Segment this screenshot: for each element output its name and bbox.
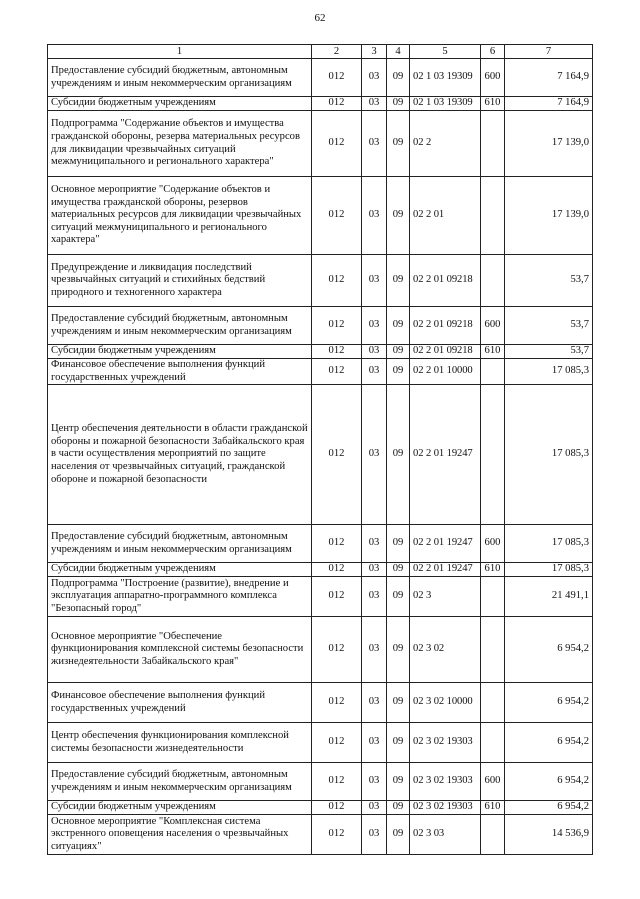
row-name: Предоставление субсидий бюджетным, автономным учреждениям и иным некоммерческим организациям <box>48 307 312 345</box>
row-expense-type: 600 <box>481 763 505 801</box>
row-article: 02 2 01 19247 <box>410 525 481 563</box>
row-name: Центр обеспечения деятельности в области гражданской обороны и пожарной безопасности Забайкальского края в части осуществления мероприятий по защите населения от чрезвычайных ситуаций, гражданской обороне и пожарной безопасности <box>48 385 312 525</box>
row-section: 03 <box>362 345 387 359</box>
row-article: 02 2 01 09218 <box>410 307 481 345</box>
row-expense-type <box>481 111 505 177</box>
row-code: 012 <box>312 563 362 577</box>
row-expense-type: 610 <box>481 97 505 111</box>
row-article: 02 3 02 10000 <box>410 683 481 723</box>
table-row <box>48 723 593 763</box>
row-subsection: 09 <box>387 801 410 815</box>
row-code: 012 <box>312 525 362 563</box>
table-row <box>48 307 593 345</box>
row-name: Субсидии бюджетным учреждениям <box>48 801 312 815</box>
row-subsection: 09 <box>387 97 410 111</box>
table-row <box>48 255 593 307</box>
row-sum: 17 139,0 <box>505 177 593 255</box>
row-expense-type: 610 <box>481 345 505 359</box>
row-name: Предоставление субсидий бюджетным, автономным учреждениям и иным некоммерческим организациям <box>48 525 312 563</box>
row-section: 03 <box>362 177 387 255</box>
row-code: 012 <box>312 359 362 385</box>
table-row <box>48 563 593 577</box>
row-article: 02 2 01 09218 <box>410 345 481 359</box>
row-code: 012 <box>312 307 362 345</box>
row-expense-type: 610 <box>481 801 505 815</box>
table-row <box>48 577 593 617</box>
row-article: 02 1 03 19309 <box>410 59 481 97</box>
row-subsection: 09 <box>387 111 410 177</box>
row-subsection: 09 <box>387 255 410 307</box>
row-expense-type <box>481 815 505 855</box>
row-expense-type: 600 <box>481 307 505 345</box>
row-expense-type: 610 <box>481 563 505 577</box>
row-section: 03 <box>362 723 387 763</box>
row-sum: 17 085,3 <box>505 563 593 577</box>
row-article: 02 3 <box>410 577 481 617</box>
row-code: 012 <box>312 345 362 359</box>
row-article: 02 3 02 19303 <box>410 801 481 815</box>
row-article: 02 2 01 09218 <box>410 255 481 307</box>
row-section: 03 <box>362 255 387 307</box>
header-cell: 7 <box>505 45 593 59</box>
row-article: 02 2 01 19247 <box>410 563 481 577</box>
row-section: 03 <box>362 111 387 177</box>
header-cell: 6 <box>481 45 505 59</box>
row-section: 03 <box>362 801 387 815</box>
row-article: 02 3 02 19303 <box>410 763 481 801</box>
table-row <box>48 801 593 815</box>
row-section: 03 <box>362 359 387 385</box>
row-section: 03 <box>362 525 387 563</box>
header-cell: 3 <box>362 45 387 59</box>
row-name: Подпрограмма "Построение (развитие), внедрение и эксплуатация аппаратно-программного комплекса "Безопасный город" <box>48 577 312 617</box>
row-code: 012 <box>312 617 362 683</box>
row-article: 02 1 03 19309 <box>410 97 481 111</box>
row-code: 012 <box>312 683 362 723</box>
row-name: Субсидии бюджетным учреждениям <box>48 563 312 577</box>
row-sum: 6 954,2 <box>505 617 593 683</box>
row-sum: 17 085,3 <box>505 359 593 385</box>
row-section: 03 <box>362 763 387 801</box>
budget-table-body <box>48 45 593 855</box>
row-sum: 53,7 <box>505 255 593 307</box>
row-sum: 17 085,3 <box>505 525 593 563</box>
row-section: 03 <box>362 59 387 97</box>
row-article: 02 3 02 <box>410 617 481 683</box>
table-row <box>48 617 593 683</box>
page-number: 62 <box>314 12 326 24</box>
row-expense-type <box>481 359 505 385</box>
row-subsection: 09 <box>387 577 410 617</box>
row-name: Предоставление субсидий бюджетным, автономным учреждениям и иным некоммерческим организациям <box>48 59 312 97</box>
row-code: 012 <box>312 801 362 815</box>
row-subsection: 09 <box>387 683 410 723</box>
row-expense-type <box>481 177 505 255</box>
row-section: 03 <box>362 97 387 111</box>
row-subsection: 09 <box>387 177 410 255</box>
row-sum: 17 085,3 <box>505 385 593 525</box>
table-row <box>48 815 593 855</box>
row-code: 012 <box>312 255 362 307</box>
row-code: 012 <box>312 59 362 97</box>
row-subsection: 09 <box>387 563 410 577</box>
row-article: 02 2 01 10000 <box>410 359 481 385</box>
row-subsection: 09 <box>387 723 410 763</box>
row-subsection: 09 <box>387 307 410 345</box>
row-section: 03 <box>362 307 387 345</box>
table-row <box>48 763 593 801</box>
row-expense-type <box>481 683 505 723</box>
row-section: 03 <box>362 563 387 577</box>
row-subsection: 09 <box>387 385 410 525</box>
table-row <box>48 97 593 111</box>
row-subsection: 09 <box>387 763 410 801</box>
row-name: Центр обеспечения функционирования комплексной системы безопасности жизнедеятельности <box>48 723 312 763</box>
row-article: 02 2 01 <box>410 177 481 255</box>
row-code: 012 <box>312 177 362 255</box>
row-sum: 7 164,9 <box>505 59 593 97</box>
row-name: Предупреждение и ликвидация последствий чрезвычайных ситуаций и стихийных бедствий природного и техногенного характера <box>48 255 312 307</box>
row-sum: 6 954,2 <box>505 683 593 723</box>
row-sum: 7 164,9 <box>505 97 593 111</box>
row-name: Основное мероприятие "Обеспечение функционирования комплексной системы безопасности жизнедеятельности Забайкальского края" <box>48 617 312 683</box>
row-expense-type <box>481 617 505 683</box>
row-name: Субсидии бюджетным учреждениям <box>48 345 312 359</box>
row-name: Предоставление субсидий бюджетным, автономным учреждениям и иным некоммерческим организациям <box>48 763 312 801</box>
table-header-row <box>48 45 593 59</box>
header-cell: 4 <box>387 45 410 59</box>
table-row <box>48 345 593 359</box>
row-name: Финансовое обеспечение выполнения функций государственных учреждений <box>48 683 312 723</box>
row-subsection: 09 <box>387 525 410 563</box>
row-sum: 6 954,2 <box>505 723 593 763</box>
budget-table <box>47 44 593 855</box>
table-row <box>48 359 593 385</box>
row-name: Основное мероприятие "Содержание объектов и имущества гражданской обороны, резервов материальных ресурсов для ликвидации чрезвычайных ситуаций межмуниципального и регионального характера" <box>48 177 312 255</box>
row-name: Субсидии бюджетным учреждениям <box>48 97 312 111</box>
table-row <box>48 59 593 97</box>
row-expense-type <box>481 255 505 307</box>
row-sum: 14 536,9 <box>505 815 593 855</box>
table-row <box>48 111 593 177</box>
table-row <box>48 177 593 255</box>
row-expense-type: 600 <box>481 525 505 563</box>
header-cell: 1 <box>48 45 312 59</box>
row-sum: 21 491,1 <box>505 577 593 617</box>
row-article: 02 3 02 19303 <box>410 723 481 763</box>
row-section: 03 <box>362 385 387 525</box>
row-sum: 53,7 <box>505 307 593 345</box>
table-row <box>48 683 593 723</box>
row-section: 03 <box>362 815 387 855</box>
row-name: Подпрограмма "Содержание объектов и имущества гражданской обороны, резерва материальных ресурсов для ликвидации чрезвычайных ситуаций межмуниципального и регионального характера" <box>48 111 312 177</box>
row-subsection: 09 <box>387 617 410 683</box>
row-subsection: 09 <box>387 345 410 359</box>
row-expense-type <box>481 723 505 763</box>
row-expense-type <box>481 577 505 617</box>
row-article: 02 2 <box>410 111 481 177</box>
row-code: 012 <box>312 815 362 855</box>
row-code: 012 <box>312 723 362 763</box>
row-article: 02 3 03 <box>410 815 481 855</box>
row-code: 012 <box>312 111 362 177</box>
row-name: Основное мероприятие "Комплексная система экстренного оповещения населения о чрезвычайных ситуациях" <box>48 815 312 855</box>
row-article: 02 2 01 19247 <box>410 385 481 525</box>
row-code: 012 <box>312 97 362 111</box>
row-sum: 6 954,2 <box>505 763 593 801</box>
table-row <box>48 385 593 525</box>
header-cell: 2 <box>312 45 362 59</box>
row-subsection: 09 <box>387 59 410 97</box>
row-section: 03 <box>362 683 387 723</box>
row-name: Финансовое обеспечение выполнения функций государственных учреждений <box>48 359 312 385</box>
row-expense-type: 600 <box>481 59 505 97</box>
row-expense-type <box>481 385 505 525</box>
row-section: 03 <box>362 577 387 617</box>
row-code: 012 <box>312 763 362 801</box>
row-subsection: 09 <box>387 359 410 385</box>
row-sum: 17 139,0 <box>505 111 593 177</box>
header-cell: 5 <box>410 45 481 59</box>
row-code: 012 <box>312 577 362 617</box>
table-row <box>48 525 593 563</box>
row-subsection: 09 <box>387 815 410 855</box>
row-code: 012 <box>312 385 362 525</box>
row-sum: 53,7 <box>505 345 593 359</box>
row-sum: 6 954,2 <box>505 801 593 815</box>
row-section: 03 <box>362 617 387 683</box>
